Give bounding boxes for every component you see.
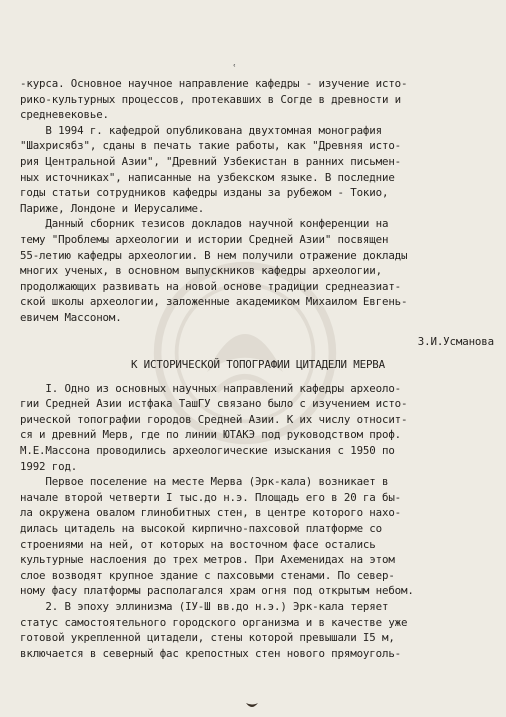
text-line: -курса. Основное научное направление кафедры - изучение исто- bbox=[20, 77, 408, 90]
text-line: I. Одно из основных научных направлений кафедры археоло- bbox=[20, 381, 402, 395]
text-line: годы статьи сотрудников кафедры изданы за рубежом - Токио, bbox=[20, 186, 389, 200]
text-line: Первое поселение на месте Мерва (Эрк-кала) возникает в bbox=[20, 475, 389, 489]
text-line: 1992 год. bbox=[20, 459, 78, 473]
text-line: ному фасу платформы располагался храм огня под открытым небом. bbox=[20, 584, 414, 598]
text-line: "Шахрисябз", сданы в печать такие работы, как "Древняя исто- bbox=[20, 139, 402, 153]
text-line: статус самостоятельного городского организма и в качестве уже bbox=[20, 615, 408, 629]
spacer bbox=[20, 326, 496, 334]
text-line: рической топографии городов Средней Азии. К их числу относит- bbox=[20, 412, 408, 426]
text-line: тему "Проблемы археологии и истории Средней Азии" посвящен bbox=[20, 232, 389, 246]
spacer bbox=[20, 349, 496, 357]
text-line: ла окружена овалом глинобитных стен, в центре которого нахо- bbox=[20, 506, 402, 520]
text-line: 2. В эпоху эллинизма (IУ-Ш вв.до н.э.) Эрк-кала теряет bbox=[20, 600, 389, 613]
text-line: М.Е.Массона проводились археологические изыскания с 1950 по bbox=[20, 444, 395, 458]
article-body bbox=[20, 381, 496, 662]
document-text bbox=[20, 76, 496, 661]
text-line: В 1994 г. кафедрой опубликована двухтомная монография bbox=[20, 123, 382, 137]
text-line: готовой укрепленной цитадели, стены которой превышали I5 м, bbox=[20, 631, 395, 645]
intro-section bbox=[20, 76, 496, 326]
spacer bbox=[20, 373, 496, 381]
page-mark: ʿ bbox=[231, 62, 238, 75]
text-line: слое возводят крупное здание с пахсовыми стенами. По север- bbox=[20, 568, 395, 582]
article-title: К ИСТОРИЧЕСКОЙ ТОПОГРАФИИ ЦИТАДЕЛИ МЕРВА bbox=[130, 358, 385, 372]
text-line: 55-летию кафедры археологии. В нем получили отражение доклады bbox=[20, 248, 408, 262]
text-line: Данный сборник тезисов докладов научной конференции на bbox=[20, 217, 389, 231]
text-line: рия Центральной Азии", "Древний Узбекистан в ранних письмен- bbox=[20, 154, 402, 168]
text-line: евичем Массоном. bbox=[20, 310, 122, 324]
author-signature: З.И.Усманова bbox=[417, 334, 494, 348]
ornament-icon bbox=[245, 701, 259, 711]
text-line: продолжающих развивать на новой основе традиции среднеазиат- bbox=[20, 279, 402, 293]
text-line: начале второй четверти I тыс.до н.э. Площадь его в 20 га бы- bbox=[20, 490, 402, 504]
text-line: строениями на ней, от которых на восточном фасе остались bbox=[20, 537, 376, 551]
text-line: рико-культурных процессов, протекавших в Согде в древности и bbox=[20, 92, 402, 106]
text-line: ных источниках", написанные на узбекском языке. В последние bbox=[20, 170, 395, 184]
text-line: ся и древний Мерв, где по линии ЮТАКЭ под руководством проф. bbox=[20, 428, 402, 442]
text-line: средневековье. bbox=[20, 108, 109, 122]
text-line: Париже, Лондоне и Иерусалиме. bbox=[20, 201, 205, 215]
text-line: культурные наслоения до трех метров. При Ахеменидах на этом bbox=[20, 553, 395, 567]
text-line: дилась цитадель на высокой кирпично-пахсовой платформе со bbox=[20, 522, 382, 536]
text-line: включается в северный фас крепостных стен нового прямоуголь- bbox=[20, 646, 402, 660]
text-line: гии Средней Азии истфака ТашГУ связано было с изучением исто- bbox=[20, 397, 408, 411]
text-line: ской школы археологии, заложенные академиком Михаилом Евгень- bbox=[20, 295, 408, 309]
text-line: многих ученых, в основном выпускников кафедры археологии, bbox=[20, 264, 382, 278]
